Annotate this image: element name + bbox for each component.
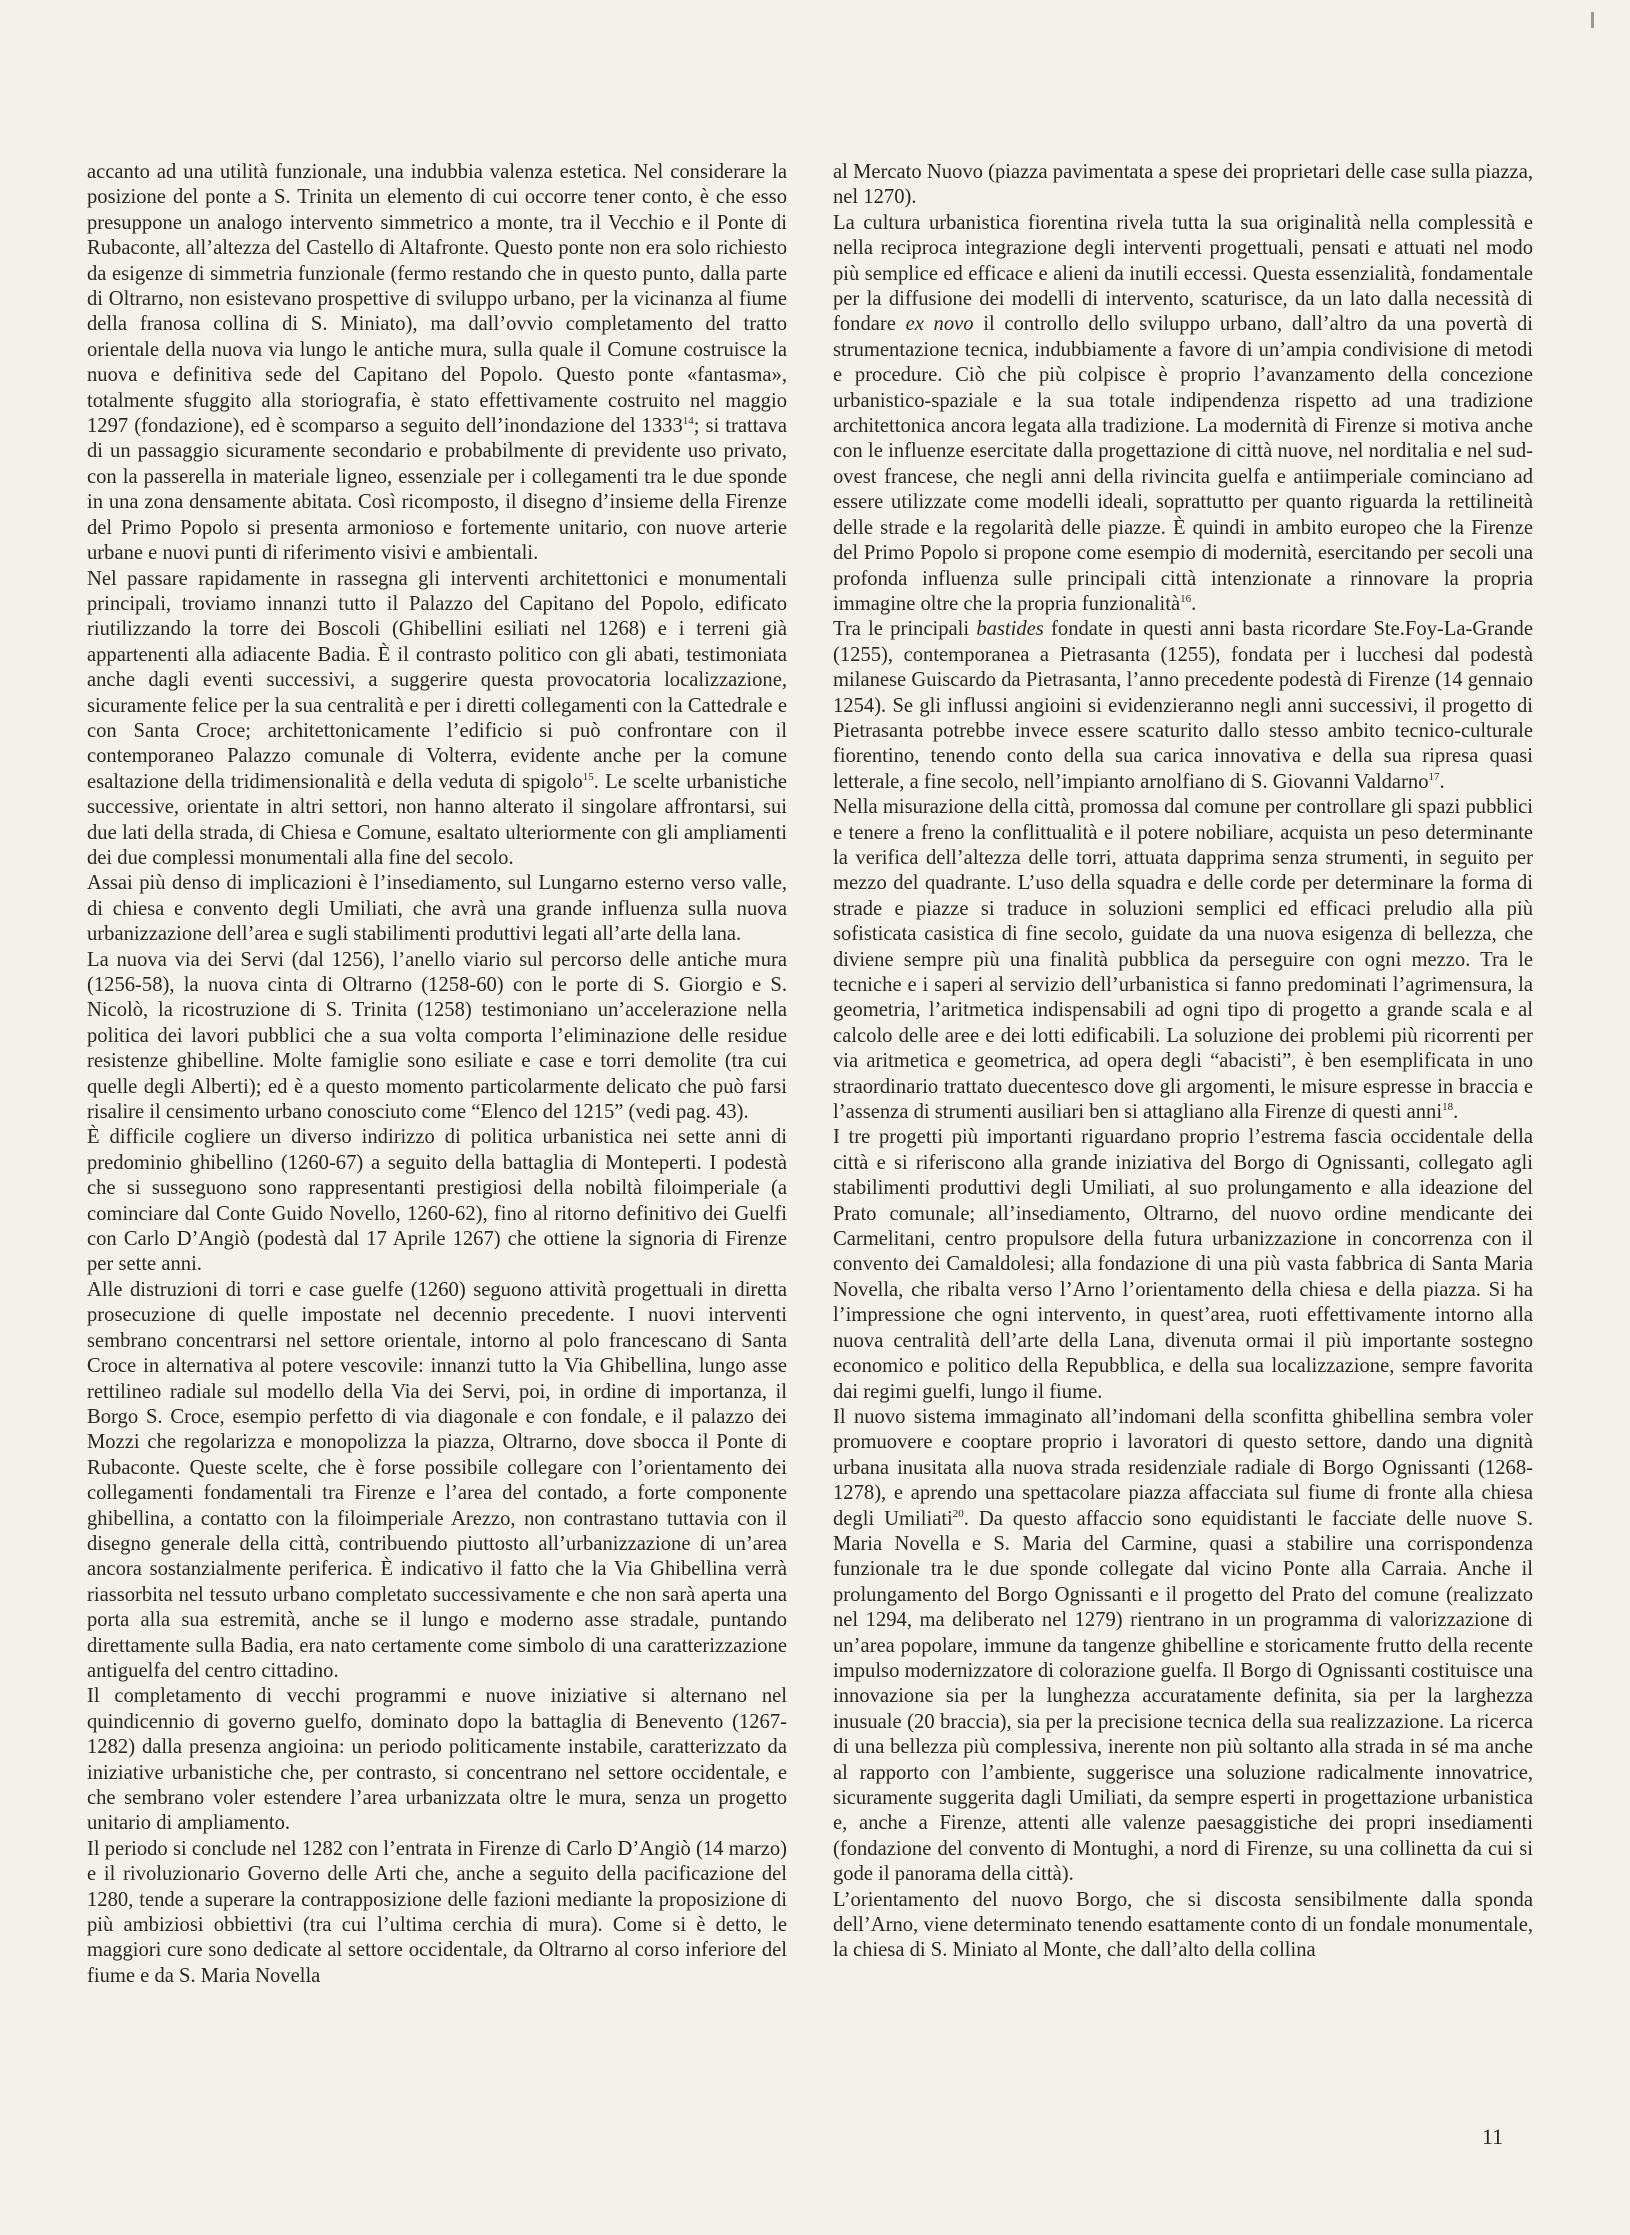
footnote-ref: 14 [682, 415, 694, 428]
page-number: 11 [1482, 2124, 1504, 2149]
paragraph: Il periodo si conclude nel 1282 con l’entrata in Firenze di Carlo D’Angiò (14 marzo) e il rivoluzionario Governo delle Arti che, anche a seguito della pacificazione del 1280, tende a superare la contrapposizione delle fazioni mediante la proposizione di più ambiziosi obbiettivi (tra cui l’ultima cerchia di mura). Come si è detto, le maggiori cure sono dedicate al settore occidentale, da Oltrarno al corso inferiore del fiume e da S. Maria Novella [87, 1837, 787, 1987]
paragraph: Tra le principali bastides fondate in questi anni basta ricordare Ste.Foy-La-Grande (1255), contemporanea a Pietrasanta (1255), fondata per i lucchesi dal podestà milanese Guiscardo da Pietrasanta, l’anno precedente podestà di Firenze (14 gennaio 1254). Se gli influssi angioini si evidenzieranno negli anni successivi, il progetto di Pietrasanta potrebbe invece essere scaturito dallo stesso ambito tecnico-culturale fiorentino, tenendo conto della sua carica innovativa e della sua ripresa quasi letterale, a fine secolo, nell’impianto arnolfiano di S. Giovanni Valdarno$^{17}$. [833, 618, 1533, 793]
right-column [833, 160, 1533, 1964]
paragraph: Il completamento di vecchi programmi e nuove iniziative si alternano nel quindicennio di governo guelfo, dominato dopo la battaglia di Benevento (1267-1282) dalla presenza angioina: un periodo politicamente instabile, caratterizzato da iniziative urbanistiche che, per contrasto, si concentrano nel settore occidentale, e che sembrano voler estendere l’area urbanizzata oltre le mura, senza un progetto unitario di ampliamento. [87, 1685, 787, 1835]
paragraph: È difficile cogliere un diverso indirizzo di politica urbanistica nei sette anni di predominio ghibellino (1260-67) a seguito della battaglia di Monteperti. I podestà che si susseguono sono rappresentanti prestigiosi della nobiltà filoimperiale (a cominciare dal Conte Guido Novello, 1260-62), fino al ritorno definitivo dei Guelfi con Carlo D’Angiò (podestà dal 17 Aprile 1267) che ottiene la signoria di Firenze per sette anni. [87, 1126, 787, 1276]
paragraph: accanto ad una utilità funzionale, una indubbia valenza estetica. Nel considerare la posizione del ponte a S. Trinita un elemento di cui occorre tener conto, è che esso presuppone un analogo intervento simmetrico a monte, tra il Vecchio e il Ponte di Rubaconte, all’altezza del Castello di Altafronte. Questo ponte non era solo richiesto da esigenze di simmetria funzionale (fermo restando che in questo punto, dalla parte di Oltrarno, non esistevano prospettive di sviluppo urbano, per la vicinanza al fiume della franosa collina di S. Miniato), ma dall’ovvio completamento del tratto orientale della nuova via lungo le antiche mura, sulla quale il Comune costruisce la nuova e definitiva sede del Capitano del Popolo. Questo ponte «fantasma», totalmente sfuggito alla storiografia, è stato effettivamente costruito nel maggio 1297 (fondazione), ed è scomparso a seguito dell’inondazione del 1333$^{14}$; si trattava di un passaggio sicuramente secondario e probabilmente di previdente uso privato, con la passerella in materiale ligneo, essenziale per i collegamenti tra le due sponde in una zona densamente abitata. Così ricomposto, il disegno d’insieme della Firenze del Primo Popolo si presenta armonioso e fortemente unitario, con nuove arterie urbane e nuovi punti di riferimento visivi e ambientali. [87, 161, 787, 565]
footnote-ref: 17 [1428, 770, 1440, 783]
paragraph: I tre progetti più importanti riguardano proprio l’estrema fascia occidentale della città e si riferiscono alla grande iniziativa del Borgo di Ognissanti, collegato agli stabilimenti produttivi degli Umiliati, al suo prolungamento e alla ideazione del Prato comunale; all’insediamento, Oltrarno, del nuovo ordine mendicante dei Carmelitani, centro propulsore della futura urbanizzazione in concorrenza con il convento dei Camaldolesi; alla fondazione di una più vasta fabbrica di Santa Maria Novella, che ribalta verso l’Arno l’orientamento della chiesa e della piazza. Si ha l’impressione che ogni intervento, in quest’area, ruoti effettivamente intorno alla nuova centralità dell’arte della Lana, divenuta ormai il più importante sostegno economico e politico della Repubblica, e della sua localizzazione, sempre favorita dai regimi guelfi, lungo il fiume. [833, 1126, 1533, 1403]
paragraph: La cultura urbanistica fiorentina rivela tutta la sua originalità nella complessità e nella reciproca integrazione degli interventi progettuali, pensati e attuati nel modo più semplice ed efficace e alieni da inutili eccessi. Questa essenzialità, fondamentale per la diffusione dei modelli di intervento, scaturisce, da un lato dalla necessità di fondare ex novo il controllo dello sviluppo urbano, dall’altro da una povertà di strumentazione tecnica, indubbiamente a favore di un’ampia condivisione di metodi e procedure. Ciò che più colpisce è proprio l’avanzamento della concezione urbanistico-spaziale e la sua totale indipendenza rispetto ad una tradizione architettonica ancora legata alla tradizione. La modernità di Firenze si motiva anche con le influenze esercitate dalla progettazione di città nuove, nel norditalia e nel sud-ovest francese, che negli anni della rivincita guelfa e antiimperiale cominciano ad essere utilizzate come modelli ideali, soprattutto per quanto riguarda la rettilineità delle strade e la regolarità delle piazze. È quindi in ambito europeo che la Firenze del Primo Popolo si propone come esempio di modernità, esercitando per secoli una profonda influenza sulle principali città intenzionate a rinnovare la propria immagine oltre che la propria funzionalità$^{16}$. [833, 211, 1534, 615]
paragraph: L’orientamento del nuovo Borgo, che si discosta sensibilmente dalla sponda dell’Arno, viene determinato tenendo esattamente conto di un fondale monumentale, la chiesa di S. Miniato al Monte, che dall’alto della collina [833, 1888, 1533, 1962]
paragraph: Il nuovo sistema immaginato all’indomani della sconfitta ghibellina sembra voler promuovere e cooptare proprio i lavoratori di questo settore, dando una dignità urbana inusitata alla nuova strada residenziale radiale di Borgo Ognissanti (1268-1278), e aprendo una spettacolare piazza affacciata sul fiume di fronte alla chiesa degli Umiliati$^{20}$. Da questo affaccio sono equidistanti le facciate delle nuove S. Maria Novella e S. Maria del Carmine, quasi a stabilire una corrispondenza funzionale tra le due sponde collegate dal vicino Ponte alla Carraia. Anche il prolungamento del Borgo Ognissanti e il progetto del Prato del comune (realizzato nel 1294, ma deliberato nel 1279) rientrano in un programma di valorizzazione di un’area popolare, immune da tangenze ghibelline e storicamente frutto della recente impulso modernizzatore di colorazione guelfa. Il Borgo di Ognissanti costituisce una innovazione sia per la lunghezza accuratamente definita, sia per la larghezza inusuale (20 braccia), sia per la precisione tecnica della sua realizzazione. La ricerca di una bellezza più complessiva, inerente non più soltanto alla strada in sé ma anche al rapporto con l’ambiente, suggerisce una soluzione radicalmente innovatrice, sicuramente suggerita dagli Umiliati, da sempre esperti in progettazione urbanistica e, anche a Firenze, attenti alle valenze paesaggistiche dei propri insediamenti (fondazione del convento di Montughi, a nord di Firenze, su una collinetta da cui si gode il panorama della città). [833, 1405, 1533, 1886]
left-column [87, 160, 787, 1989]
footnote-ref: 20 [952, 1507, 964, 1520]
footnote-ref: 15 [582, 770, 594, 783]
footnote-ref: 18 [1442, 1101, 1454, 1114]
paragraph: Assai più denso di implicazioni è l’insediamento, sul Lungarno esterno verso valle, di chiesa e convento degli Umiliati, che avrà una grande influenza sulla nuova urbanizzazione dell’area e sugli stabilimenti produttivi legati all’arte della lana. [87, 872, 787, 946]
scan-mark [1591, 12, 1594, 28]
footnote-ref: 16 [1180, 592, 1192, 605]
paragraph: La nuova via dei Servi (dal 1256), l’anello viario sul percorso delle antiche mura (1256-58), la nuova cinta di Oltrarno (1258-60) con le porte di S. Giorgio e S. Nicolò, la ricostruzione di S. Trinita (1258) testimoniano un’accelerazione nella politica dei lavori pubblici che a sua volta comporta l’eliminazione delle residue resistenze ghibelline. Molte famiglie sono esiliate e case e torri demolite (tra cui quelle degli Alberti); ed è a questo momento particolarmente delicato che può farsi risalire il censimento urbano conosciuto come “Elenco del 1215” (vedi pag. 43). [87, 948, 787, 1124]
paragraph: al Mercato Nuovo (piazza pavimentata a spese dei proprietari delle case sulla piazza, nel 1270). [833, 161, 1533, 209]
paragraph: Nel passare rapidamente in rassegna gli interventi architettonici e monumentali principali, troviamo innanzi tutto il Palazzo del Capitano del Popolo, edificato riutilizzando la torre dei Boscoli (Ghibellini esiliati nel 1268) e i terreni già appartenenti alla adiacente Badia. È il contrasto politico con gli abati, testimoniata anche dagli eventi successivi, a suggerire questa provocatoria localizzazione, sicuramente felice per la sua centralità e per i diretti collegamenti con la Cattedrale e con Santa Croce; architettonicamente l’edificio si può confrontare con il contemporaneo Palazzo comunale di Volterra, evidente anche per la comune esaltazione della tridimensionalità e della veduta di spigolo$^{15}$. Le scelte urbanistiche successive, orientate in altri settori, non hanno alterato il singolare affrontarsi, sui due lati della strada, di Chiesa e Comune, esaltato ulteriormente con gli ampliamenti dei due complessi monumentali alla fine del secolo. [87, 567, 787, 869]
paragraph: Nella misurazione della città, promossa dal comune per controllare gli spazi pubblici e tenere a freno la conflittualità e il potere nobiliare, acquista un peso determinante la verifica dell’altezza delle torri, attuata dapprima senza strumenti, in seguito per mezzo del quadrante. L’uso della squadra e delle corde per determinare la forma di strade e piazze si traduce in soluzioni semplici ed efficaci preludio alla più sofisticata casistica di fine secolo, guidate da una nuova esigenza di bellezza, che diviene sempre più una finalità pubblica da perseguire con ogni mezzo. Tra le tecniche e i saperi al servizio dell’urbanistica si fanno predominati l’agrimensura, la geometria, l’aritmetica indispensabili ad ogni tipo di progetto a grande scala e al calcolo delle aree e dei lotti edificabili. La soluzione dei problemi più ricorrenti per via aritmetica e geometrica, ad opera degli “abacisti”, è ben esemplificata in uno straordinario trattato duecentesco dove gli argomenti, le misure espresse in braccia e l’assenza di strumenti ausiliari ben si attagliano alla Firenze di questi anni$^{18}$. [833, 796, 1533, 1124]
paragraph: Alle distruzioni di torri e case guelfe (1260) seguono attività progettuali in diretta prosecuzione di quelle impostate nel decennio precedente. I nuovi interventi sembrano concentrarsi nel settore orientale, intorno al polo francescano di Santa Croce in alternativa al potere vescovile: innanzi tutto la Via Ghibellina, lungo asse rettilineo radiale sul modello della Via dei Servi, poi, in ordine di importanza, il Borgo S. Croce, esempio perfetto di via diagonale e con fondale, e il palazzo dei Mozzi che regolarizza e monopolizza la piazza, Oltrarno, dove sbocca il Ponte di Rubaconte. Queste scelte, che è forse possibile collegare con l’orientamento dei collegamenti fondamentali tra Firenze e l’area del contado, a forte componente ghibellina, a contatto con la filoimperiale Arezzo, non contrastano tuttavia con il disegno generale della città, contribuendo piuttosto all’urbanizzazione di un’area ancora sostanzialmente periferica. È indicativo il fatto che la Via Ghibellina verrà riassorbita nel tessuto urbano completato successivamente e che non sarà aperta una porta alla sua estremità, anche se il lungo e moderno asse stradale, puntando direttamente sulla Badia, era nato certamente come simbolo di una caratterizzazione antiguelfa del centro cittadino. [87, 1278, 787, 1682]
